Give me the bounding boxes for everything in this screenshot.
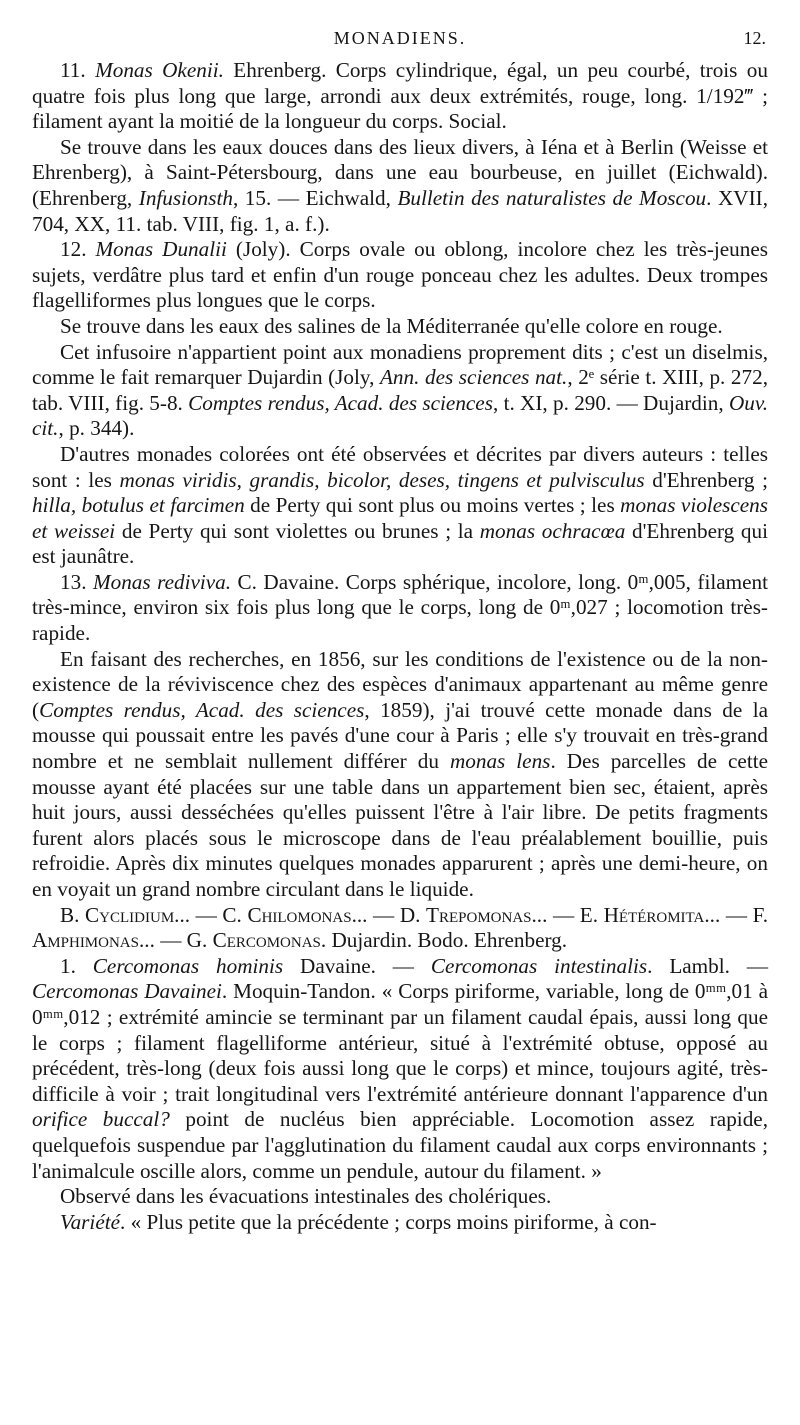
text-run: Ehrenberg. Corps cylindrique, égal, un peu courbé, trois ou quatre fois plus long que large, arrondi aux deux extrémités, rouge, long. 1/192‴ ; filament ayant la moitié de la longueur du corps. Social. (32, 58, 768, 134)
italic-text: Monas rediviva. (92, 569, 232, 594)
italic-text: Bulletin des naturalistes de Moscou (397, 185, 707, 210)
italic-text: Monas Okenii. (95, 58, 224, 82)
text-run: ... — C. (174, 902, 248, 927)
text-run: , t. XI, p. 290. — Dujardin, (492, 390, 729, 415)
text-run: , 15. — Eichwald, (232, 185, 398, 210)
paragraph (32, 340, 768, 442)
italic-text: Ann. des sciences nat. (379, 365, 568, 390)
text-run: Se trouve dans les eaux des salines de la Méditerranée qu'elle colore en rouge. (60, 313, 723, 338)
paragraph (32, 954, 768, 1184)
text-run: d'Ehrenberg ; (644, 467, 768, 492)
italic-text: Ouv. cit. (32, 390, 769, 441)
text-run: point de nucléus bien appréciable. Locomotion assez rapide, quelquefois suspendue par l'agglutination du filament caudal aux corps environnants ; l'animalcule oscille alors, comme un pendule, autour du filament. » (32, 1107, 768, 1183)
genus-name: Cyclidium (85, 902, 175, 927)
italic-text: Cercomonas intestinalis (430, 953, 648, 978)
text-run: Cet infusoire n'appartient point aux monadiens proprement dits ; c'est un diselmis, comme le fait remarquer Dujardin (Joly, (32, 339, 768, 390)
genus-name: Trepomonas (426, 902, 532, 927)
text-run: (Joly). Corps ovale ou oblong, incolore chez les très-jeunes sujets, verdâtre plus tard et enfin d'un rouge ponceau chez les adultes. Deux trompes flagelliformes plus longues que le corps. (32, 237, 768, 313)
text-run: 11. (60, 58, 96, 82)
italic-text: monas lens (449, 749, 551, 774)
text-run: ... — G. (139, 928, 213, 953)
genus-name: Cercomonas (212, 928, 321, 953)
paragraph (32, 237, 768, 314)
italic-text: monas ochracœa (479, 518, 626, 543)
text-run: . XVII, 704, XX, 11. tab. VIII, fig. 1, a. f.). (32, 185, 769, 236)
italic-text: hilla, botulus et farcimen (32, 493, 245, 518)
text-run: 12. (60, 237, 96, 262)
text-run: En faisant des recherches, en 1856, sur les conditions de l'existence ou de la non-existence de la réviviscence chez des espèces d'animaux appartenant au même genre ( (32, 646, 768, 722)
text-run: Observé dans les évacuations intestinales des cholériques. (60, 1184, 552, 1209)
text-run: , 2ᵉ série t. XIII, p. 272, tab. VIII, fig. 5-8. (32, 365, 768, 415)
italic-text: Comptes rendus, Acad. des sciences (188, 390, 493, 415)
italic-text: Comptes rendus, Acad. des sciences (39, 697, 365, 722)
text-run: d'Ehrenberg qui est jaunâtre. (32, 518, 769, 569)
book-page (32, 28, 768, 1235)
text-run: ... — F. (704, 902, 768, 927)
running-header (32, 28, 768, 58)
body-text (32, 58, 768, 1235)
text-run: C. Davaine. Corps sphérique, incolore, long. 0ᵐ,005, filament très-mince, environ six fois plus long que le corps, long de 0ᵐ,027 ; locomotion très-rapide. (32, 569, 769, 646)
text-run: B. (60, 902, 86, 927)
text-run: , 1859), j'ai trouvé cette monade dans de la mousse qui poussait entre les pavés d'une cour à Paris ; elle s'y trouvait en très-grand nombre et ne semblait nullement différer du (32, 697, 769, 774)
text-run: D'autres monades colorées ont été observées et décrites par divers auteurs : telles sont : les (32, 441, 768, 492)
genus-name: Hétéromita (603, 902, 705, 927)
paragraph (32, 570, 768, 647)
paragraph (32, 314, 768, 340)
genus-name: Chilomonas (247, 902, 352, 927)
running-title: MONADIENS. (333, 28, 467, 48)
text-run: . Moquin-Tandon. « Corps piriforme, variable, long de 0ᵐᵐ,01 à 0ᵐᵐ,012 ; extrémité amincie se terminant par un filament caudal épais, aussi long que le corps ; filament flagelliforme antérieur, situé à l'extrémité obtuse, opposé au précédent, très-long (deux fois aussi long que le corps) et mince, toujours agité, très-difficile à voir ; trait longitudinal vers l'extrémité antérieure donnant l'apparence d'un (32, 979, 769, 1106)
text-run: de Perty qui sont plus ou moins vertes ; les (244, 493, 621, 518)
text-run: ... — D. (351, 902, 427, 927)
text-run: Davaine. — (283, 953, 431, 978)
italic-text: Infusionsth (138, 185, 233, 210)
text-run: , p. 344). (58, 416, 135, 441)
italic-text: Variété (60, 1209, 121, 1234)
paragraph (32, 135, 768, 237)
text-run: ... — E. (531, 902, 604, 927)
paragraph (32, 442, 768, 570)
italic-text: Cercomonas Davainei (32, 979, 222, 1004)
italic-text: orifice buccal? (32, 1107, 170, 1132)
italic-text: Cercomonas hominis (92, 953, 284, 978)
paragraph (32, 903, 768, 954)
paragraph (32, 58, 768, 135)
text-run: . Dujardin. Bodo. Ehrenberg. (320, 928, 568, 953)
text-run: . « Plus petite que la précédente ; corps moins piriforme, à con- (120, 1209, 657, 1234)
italic-text: monas violescens et weissei (32, 493, 768, 543)
paragraph (32, 647, 768, 903)
italic-text: monas viridis, grandis, bicolor, deses, tingens et pulvisculus (119, 467, 645, 492)
text-run: Se trouve dans les eaux douces dans des lieux divers, à Iéna et à Berlin (Weisse et Ehrenberg), à Saint-Pétersbourg, dans une eau bourbeuse, en juillet (Eichwald). (Ehrenberg, (32, 134, 768, 210)
text-run: 13. (60, 569, 93, 594)
text-run: 1. (60, 953, 93, 978)
text-run: de Perty qui sont violettes ou brunes ; la (115, 518, 480, 543)
paragraph (32, 1210, 768, 1236)
text-run: . Lambl. — (647, 953, 769, 978)
text-run: . Des parcelles de cette mousse ayant été placées sur une table dans un appartement bien sec, étaient, après huit jours, aussi desséchées qu'elles puissent l'être à l'air libre. De petits fragments furent alors placés sous le microscope dans de l'eau préalablement bouillie, puis refroidie. Après dix minutes quelques monades apparurent ; après une demi-heure, on en voyait un grand nombre circulant dans le liquide. (32, 749, 769, 901)
paragraph (32, 1184, 768, 1210)
italic-text: Monas Dunalii (95, 237, 227, 262)
page-number: 12. (743, 28, 766, 48)
genus-name: Amphimonas (32, 928, 139, 953)
